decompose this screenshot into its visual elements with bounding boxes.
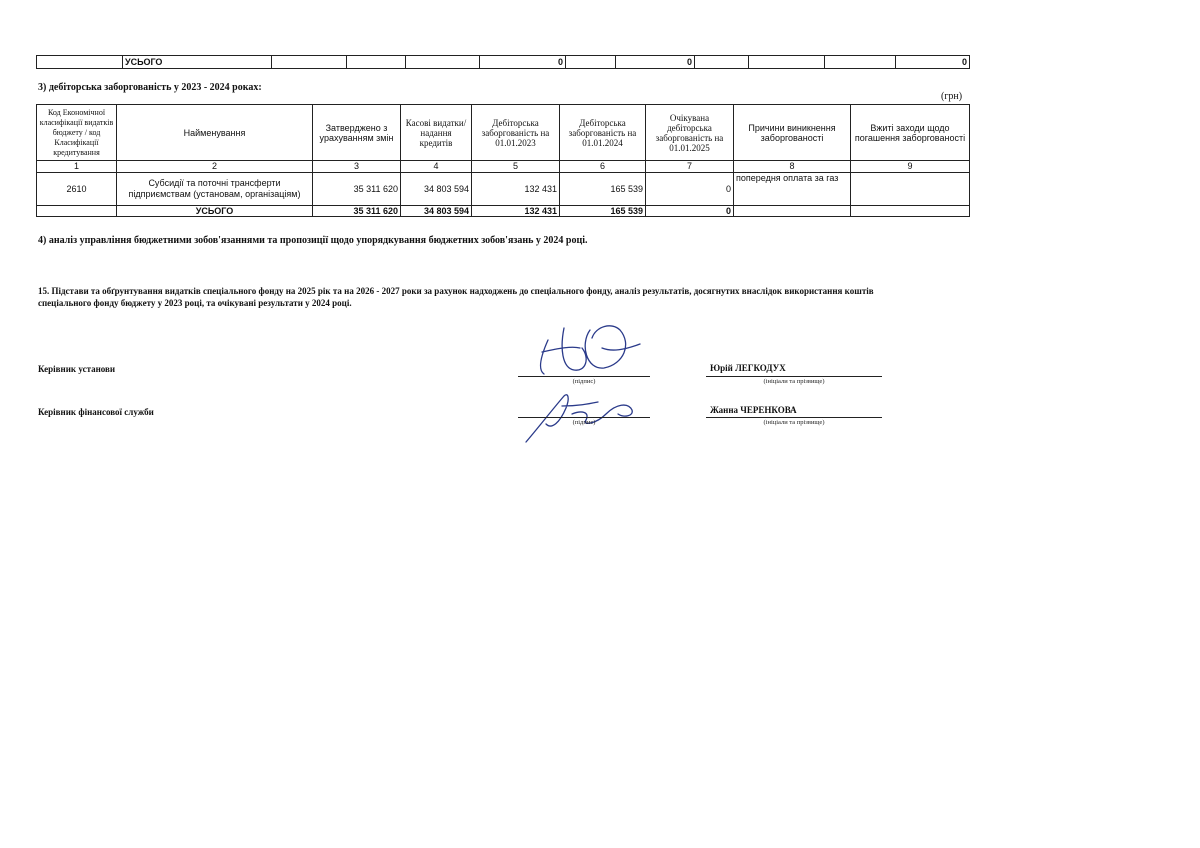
top-total-row [37, 56, 970, 69]
signer-role-head: Керівник установи [38, 364, 116, 374]
name-hint-head: (ініціали та прізвище) [763, 378, 825, 385]
col-number: 8 [734, 161, 851, 173]
row-measures [851, 173, 970, 206]
signature-hint-finance: (підпис) [572, 419, 596, 426]
col-number: 4 [401, 161, 472, 173]
col-number: 6 [560, 161, 646, 173]
col-number: 9 [851, 161, 970, 173]
total-debt-2024: 165 539 [560, 206, 646, 217]
column-number-row [37, 161, 970, 173]
row-cash: 34 803 594 [401, 173, 472, 206]
name-hint-finance: (ініціали та прізвище) [763, 419, 825, 426]
name-line-finance [706, 417, 882, 418]
header-measures: Вжиті заходи щодо погашення заборгованості [851, 105, 970, 161]
col-number: 1 [37, 161, 117, 173]
top-total-table [36, 55, 970, 69]
signature-line-finance [518, 417, 650, 418]
receivables-table [36, 104, 970, 217]
section15-text: 15. Підстави та обґрунтування видатків спеціального фонду на 2025 рік та на 2026 - 2027 роки за рахунок надходжень до спеціального фонду, аналіз результатів, досягнутих внаслідок використання коштів спеціального фонду бюджету у 2023 році, та очікувані результати у 2024 році. [38, 286, 874, 308]
signature-finance-icon [512, 384, 662, 448]
section3-title: 3) дебіторська заборгованість у 2023 - 2024 роках: [38, 82, 262, 93]
col-number: 5 [472, 161, 560, 173]
row-reason: попередня оплата за газ [734, 173, 851, 206]
top-total-value-2: 0 [616, 56, 695, 69]
top-total-value-3: 0 [896, 56, 970, 69]
col-number: 3 [313, 161, 401, 173]
total-approved: 35 311 620 [313, 206, 401, 217]
top-total-label: УСЬОГО [123, 56, 272, 69]
row-debt-2025: 0 [646, 173, 734, 206]
signature-line-head [518, 376, 650, 377]
signature-hint-head: (підпис) [572, 378, 596, 385]
header-code: Код Економічної класифікації видатків бюджету / код Класифікації кредитування [37, 105, 117, 161]
header-debt-2025: Очікувана дебіторська заборгованість на 01.01.2025 [646, 105, 734, 161]
total-cash: 34 803 594 [401, 206, 472, 217]
row-name: Субсидії та поточні трансферти підприємствам (установам, організаціям) [117, 173, 313, 206]
header-approved: Затверджено з урахуванням змін [313, 105, 401, 161]
signer-role-finance: Керівник фінансової служби [38, 407, 154, 417]
col-number: 2 [117, 161, 313, 173]
header-reason: Причини виникнення заборгованості [734, 105, 851, 161]
total-row [37, 206, 970, 217]
table-row [37, 173, 970, 206]
total-debt-2023: 132 431 [472, 206, 560, 217]
header-name: Найменування [117, 105, 313, 161]
header-cash: Касові видатки/ надання кредитів [401, 105, 472, 161]
signer-name-head: Юрій ЛЕГКОДУХ [710, 363, 786, 373]
unit-label: (грн) [941, 91, 963, 102]
row-debt-2024: 165 539 [560, 173, 646, 206]
col-number: 7 [646, 161, 734, 173]
total-debt-2025: 0 [646, 206, 734, 217]
row-code: 2610 [37, 173, 117, 206]
header-debt-2023: Дебіторська заборгованість на 01.01.2023 [472, 105, 560, 161]
name-line-head [706, 376, 882, 377]
header-row [37, 105, 970, 161]
header-debt-2024: Дебіторська заборгованість на 01.01.2024 [560, 105, 646, 161]
section4-title: 4) аналіз управління бюджетними зобов'язаннями та пропозиції щодо упорядкування бюджетних зобов'язань у 2024 році. [38, 235, 588, 246]
total-label: УСЬОГО [117, 206, 313, 217]
signature-head-icon [520, 318, 660, 380]
signer-name-finance: Жанна ЧЕРЕНКОВА [710, 405, 797, 415]
row-approved: 35 311 620 [313, 173, 401, 206]
row-debt-2023: 132 431 [472, 173, 560, 206]
top-total-value-1: 0 [480, 56, 566, 69]
